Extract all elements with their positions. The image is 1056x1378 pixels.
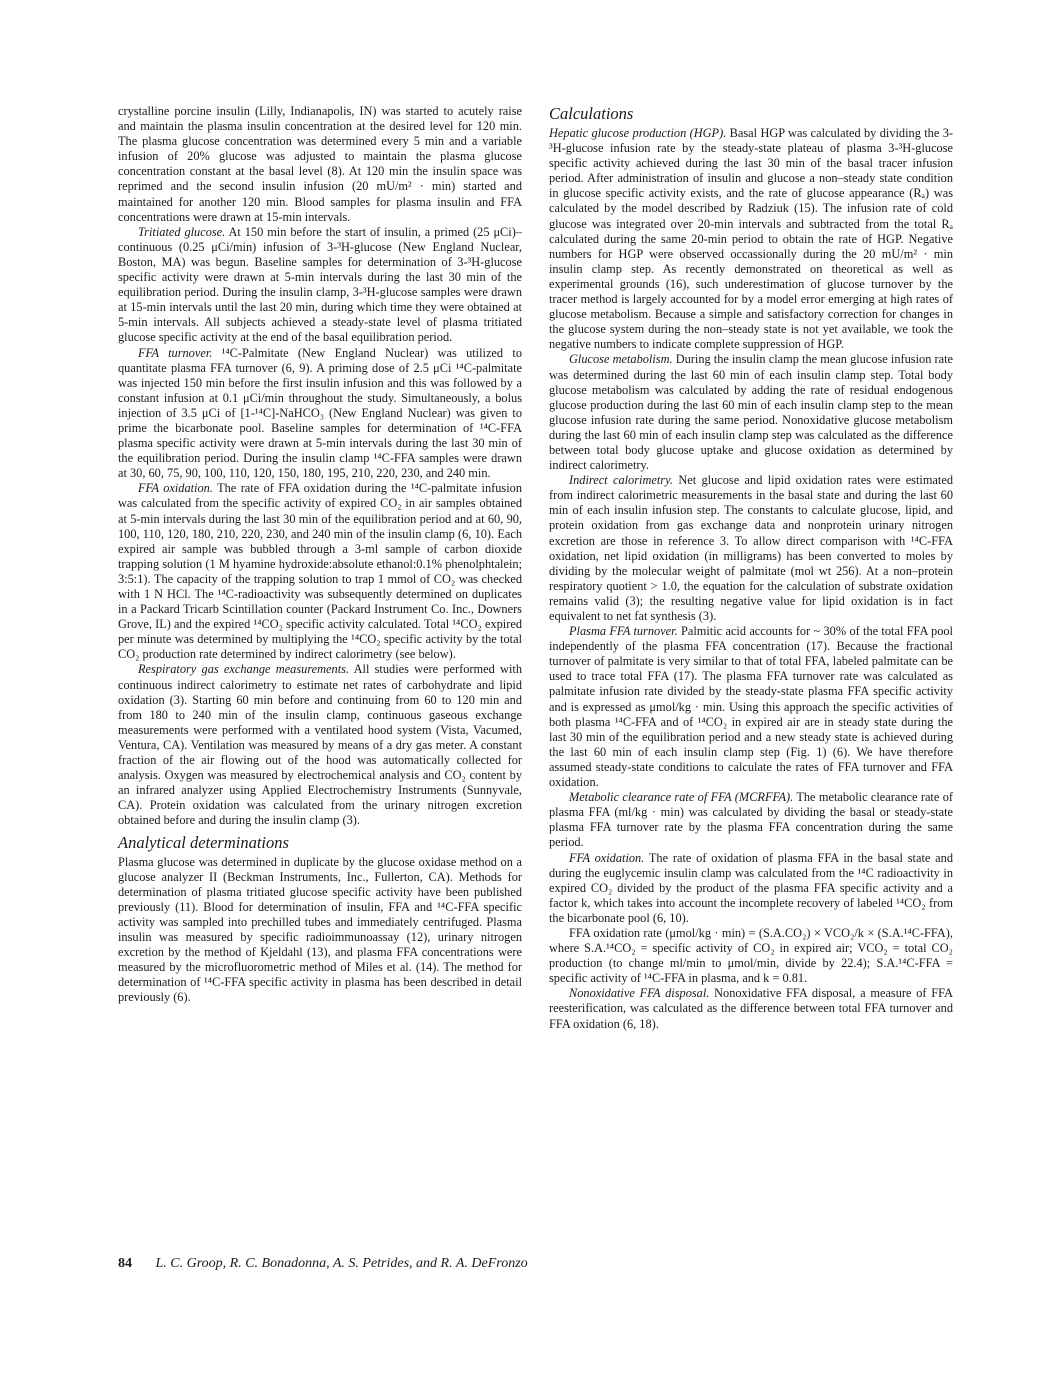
run-in-heading: Metabolic clearance rate of FFA (MCRFFA).	[569, 790, 794, 805]
paragraph-ffa-oxidation	[118, 481, 522, 662]
run-in-heading: Respiratory gas exchange measurements.	[138, 662, 350, 677]
paragraph-analytical: Plasma glucose was determined in duplicate by the glucose oxidase method on a glucose analyzer II (Beckman Instruments, Inc., Fullerton, CA). Methods for determination of plasma tritiated glucose specific activity have been published previously (11). Blood for determination of insulin, FFA and ¹⁴C-FFA specific activity was sampled into prechilled tubes and immediately centrifuged. Plasma insulin was measured by specific radioimmunoassay (12), urinary nitrogen excretion by the method of Kjeldahl (13), and plasma FFA concentrations were measured by the microfluorometric method of Miles et al. (14). The method for determination of ¹⁴C-FFA specific activity in plasma has been described in detail previously (6).	[118, 854, 522, 1005]
run-in-heading: FFA turnover.	[138, 345, 213, 360]
run-in-heading: Indirect calorimetry.	[569, 473, 673, 488]
run-in-heading: Plasma FFA turnover.	[569, 624, 678, 639]
run-in-heading: FFA oxidation.	[138, 481, 213, 496]
paragraph-ffa-oxidation-equation: FFA oxidation rate (μmol/kg · min) = (S.A.CO₂) × VCO₂/k × (S.A.¹⁴C-FFA), where S.A.¹⁴CO₂ = specific activity of CO₂ in expired air; VCO₂ = total CO₂ production (to change ml/min to μmol/min, divide by 22.4); S.A.¹⁴C-FFA = specific activity of ¹⁴C-FFA in plasma, and k = 0.81.	[549, 925, 953, 986]
paragraph-ffa-oxidation-calc	[549, 851, 953, 926]
left-column	[118, 104, 522, 1005]
right-column	[549, 104, 953, 1032]
section-heading-analytical: Analytical determinations	[118, 832, 289, 852]
run-in-heading: Tritiated glucose.	[138, 224, 226, 239]
paragraph-insulin-infusion: crystalline porcine insulin (Lilly, Indianapolis, IN) was started to acutely raise and maintain the plasma insulin concentration at the desired level for 120 min. The plasma glucose concentration was determined every 5 min and a variable infusion of 20% glucose was adjusted to maintain the plasma glucose concentration constant at the basal level (8). At 120 min the insulin space was reprimed and the second insulin infusion (20 mU/m² · min) started and maintained for another 120 min. Blood samples for plasma insulin and FFA concentrations were drawn at 15-min intervals.	[118, 104, 522, 224]
paragraph-body: Basal HGP was calculated by dividing the 3-³H-glucose infusion rate by the steady-state plateau of plasma 3-³H-glucose specific activity achieved during the last 30 min of the basal tracer infusion period. After administration of insulin and glucose a non–steady state condition in glucose specific activity exists, and the rate of glucose appearance (Rₐ) was calculated by the model described by Radziuk (15). The infusion rate of cold glucose was integrated over 20-min intervals and subtracted from the total Rₐ calculated during the same 20-min period to obtain the rate of HGP. Negative numbers for HGP were observed occassionally during the 20 mU/m² · min insulin clamp step. As recently demonstrated on theoretical as well as experimental grounds (16), such underestimation of glucose turnover by the tracer method is largely accounted for by a model error emerging at high rates of glucose metabolism. Because a simple and satisfactory correction for changes in the glucose system during the non–steady state is not yet available, we took the negative numbers to indicate complete suppression of HGP.	[549, 126, 953, 352]
page-number: 84	[118, 1256, 132, 1271]
run-in-heading: Nonoxidative FFA disposal.	[569, 986, 710, 1001]
paragraph-body: ¹⁴C-Palmitate (New England Nuclear) was utilized to quantitate plasma FFA turnover (6, 9). A priming dose of 2.5 μCi ¹⁴C-palmitate was injected 150 min before the first insulin infusion and this was followed by a constant infusion at 0.1 μCi/min throughout the study. Simultaneously, a bolus injection of 3.5 μCi of [1-¹⁴C]-NaHCO₃ (New England Nuclear) was given to prime the bicarbonate pool. Baseline samples for determination of ¹⁴C-FFA plasma specific activity were drawn at 5-min intervals during the last 30 min of the equilibration period. During the insulin clamp ¹⁴C-FFA samples were drawn at 30, 60, 75, 90, 100, 110, 120, 150, 180, 195, 210, 220, 230, and 240 min.	[118, 345, 522, 481]
paragraph-body: Palmitic acid accounts for ~ 30% of the total FFA pool independently of the plasma FFA concentration (17). Because the fractional turnover of palmitate is very similar to that of total FFA, labeled palmitate can be used to trace total FFA (17). The plasma FFA turnover rate was calculated as palmitate infusion rate divided by the steady-state plasma FFA specific activity and is expressed as μmol/kg · min. Using this approach the specific activities of both plasma ¹⁴C-FFA and of ¹⁴CO₂ in expired air are in steady state during the last 30 min of the equilibration period and a new steady state is achieved during the last 60 min of each insulin clamp step (Fig. 1) (6). We have therefore assumed steady-state conditions to calculate the rates of FFA turnover and FFA oxidation.	[549, 624, 953, 790]
paragraph-plasma-ffa-turnover	[549, 624, 953, 790]
paragraph-nonoxidative-ffa	[549, 986, 953, 1031]
paragraph-body: Nonoxidative FFA disposal, a measure of FFA reesterification, was calculated as the difference between total FFA turnover and FFA oxidation (6, 18).	[549, 986, 953, 1031]
paragraph-body: The rate of oxidation of plasma FFA in the basal state and during the euglycemic insulin clamp was calculated from the ¹⁴C radioactivity in expired CO₂ divided by the product of the plasma FFA specific activity and a factor k, which takes into account the incomplete recovery of labeled ¹⁴CO₂ from the bicarbonate pool (6, 10).	[549, 850, 953, 925]
paragraph-tritiated-glucose	[118, 225, 522, 346]
paragraph-mcr-ffa	[549, 790, 953, 850]
paragraph-ffa-turnover	[118, 346, 522, 482]
run-in-heading: Glucose metabolism.	[569, 352, 673, 367]
section-heading-calculations: Calculations	[549, 104, 634, 123]
paragraph-body: The rate of FFA oxidation during the ¹⁴C-palmitate infusion was calculated from the specific activity of expired CO₂ in air samples obtained at 5-min intervals during the last 30 min of the equilibration period and at 60, 90, 100, 110, 120, 180, 210, 220, 230, and 240 min of the insulin clamp (6, 10). Each expired air sample was bubbled through a 3-ml sample of carbon dioxide trapping solution (1 M hyamine hydroxide:absolute ethanol:0.1% phenolphtalein; 3:5:1). The capacity of the trapping solution to trap 1 mmol of CO₂ was checked with 1 N HCl. The ¹⁴C-radioactivity was subsequently determined on duplicates in a Packard Tricarb Scintillation counter (Packard Instrument Co. Inc., Downers Grove, IL) and the expired ¹⁴CO₂ specific activity calculated. Total ¹⁴CO₂ expired per minute was determined by multiplying the ¹⁴CO₂ specific activity by the total CO₂ production rate determined by indirect calorimetry (see below).	[118, 481, 522, 662]
paragraph-body: At 150 min before the start of insulin, a primed (25 μCi)–continuous (0.25 μCi/min) infusion of 3-³H-glucose (New England Nuclear, Boston, MA) was begun. Baseline samples for determination of 3-³H-glucose specific activity were drawn at 5-min intervals during the last 30 min of the equilibration period. During the insulin clamp, 3-³H-glucose samples were drawn at 15-min intervals until the last 20 min, during which time they were obtained at 5-min intervals. All subjects achieved a steady-state level of plasma tritiated glucose specific activity at the end of the basal equilibration period.	[118, 224, 523, 345]
paragraph-hgp	[549, 126, 953, 352]
paragraph-body: During the insulin clamp the mean glucose infusion rate was determined during the last 60 min of each insulin clamp step. Total body glucose metabolism was calculated by adding the rate of residual endogenous glucose production during the last 60 min of each insulin clamp step to the mean glucose infusion rate during the same period. Nonoxidative glucose metabolism during the last 60 min of each insulin clamp step was calculated as the difference between total body glucose uptake and glucose oxidation as determined by indirect calorimetry.	[549, 352, 953, 473]
paragraph-body: The metabolic clearance rate of plasma FFA (ml/kg · min) was calculated by dividing the basal or steady-state plasma FFA turnover rate by the plasma FFA concentration during the same period.	[549, 790, 953, 850]
page-footer	[118, 1256, 528, 1272]
paragraph-glucose-metabolism	[549, 352, 953, 473]
paragraph-body: Net glucose and lipid oxidation rates were estimated from indirect calorimetric measurements in the basal state and during the last 60 min of each insulin infusion step. The constants to calculate glucose, lipid, and protein oxidation from gas exchange data and nonprotein urinary nitrogen excretion are those in reference 3. To allow direct comparison with ¹⁴C-FFA oxidation, net lipid oxidation (in milligrams) has been converted to moles by dividing by the molecular weight of palmitate (mol wt 256). At a non–protein respiratory quotient > 1.0, the equation for the calculation of substrate oxidation remains valid (3); the resulting negative value for lipid oxidation is in fact equivalent to net fat synthesis (3).	[549, 473, 953, 623]
run-in-heading: FFA oxidation.	[569, 850, 645, 865]
run-in-heading: Hepatic glucose production (HGP).	[549, 126, 727, 140]
paragraph-indirect-calorimetry	[549, 473, 953, 624]
author-line: L. C. Groop, R. C. Bonadonna, A. S. Petrides, and R. A. DeFronzo	[155, 1256, 528, 1271]
paragraph-body: All studies were performed with continuous indirect calorimetry to estimate net rates of carbohydrate and lipid oxidation (3). Starting 60 min before and continuing from 60 to 120 min and from 180 to 240 min of the insulin clamp, continuous gaseous exchange measurements were performed with a ventilated hood system (Vista, Vacumed, Ventura, CA). Ventilation was measured by means of a dry gas meter. A constant fraction of the air flowing out of the hood was automatically collected for analysis. Oxygen was measured by electrochemical analysis and CO₂ content by an infrared analyzer using Applied Electrochemistry Instruments (Sunnyvale, CA). Protein oxidation was calculated from the urinary nitrogen excretion obtained before and during the insulin clamp (3).	[118, 662, 522, 828]
paragraph-respiratory-gas	[118, 662, 522, 828]
